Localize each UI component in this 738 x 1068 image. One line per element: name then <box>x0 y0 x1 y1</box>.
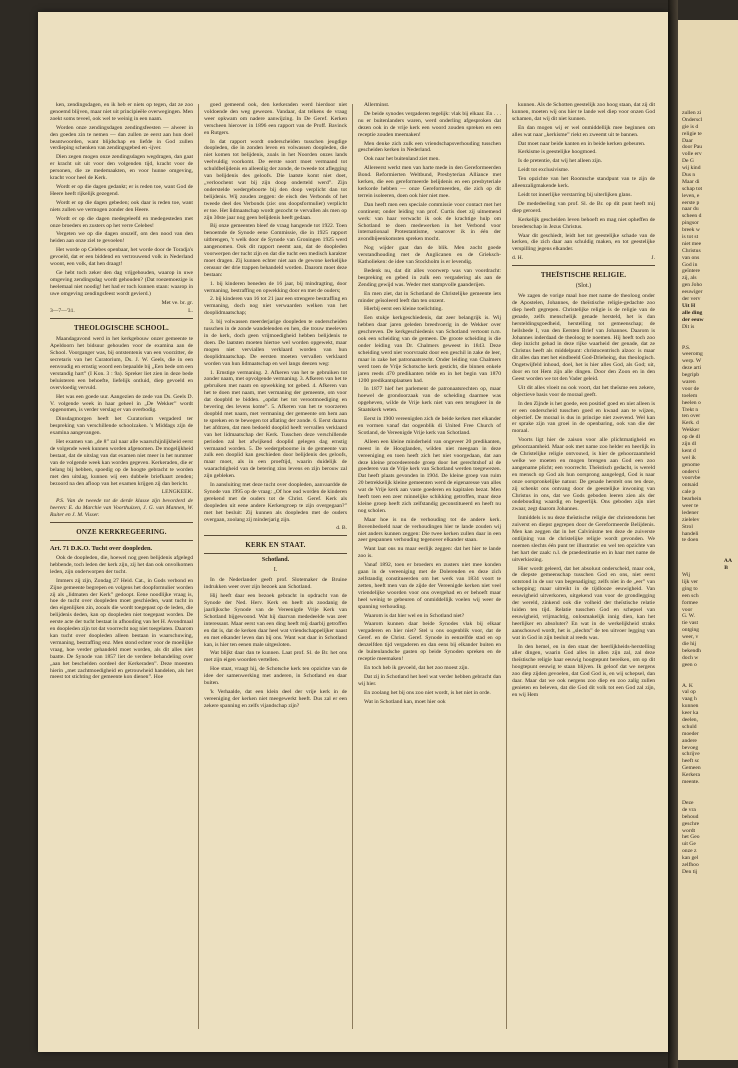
paragraph: Allereerst werkt men van harte mede in den Gereformeerden Bond. Reformierten Weltbund, Presbyterian Alliance met kerken, die een gereformeerde belijdenis en een presbyteriale kerkorde hebben — onze Gereformeerden, die zich op dit terrein isoleeren, doen ook hier niet mee. <box>358 165 501 199</box>
column-4 <box>512 102 655 1032</box>
paragraph: Het worde op Celebes openbaar, het worde door de Toradja's gevoeld, dat er een biddend en vertrouwend volk in Nederland woont, een volk, dat hen draagt! <box>50 247 193 268</box>
paragraph: 3. bij volwassen meerderjarige doopleden te onderscheiden tusschen in de zonde wandelenden en hen, die trouw meeleven in de kerk, doch geen vrijmoedigheid hebben belijdenis te doen. De laatsten moeten hiertoe wel worden opgewekt, maar mogen niet verviallen verklaard worden van hun dooplidmaatschap. De eersten moeten vervallen verklaard worden van hun lidmaatschap en wel langs deezen weg: <box>204 319 347 367</box>
text-fragment: weeromg <box>682 351 703 358</box>
text-fragment: voorvbe <box>682 475 701 482</box>
paragraph: Inmiddels is nu deze theïstische religie der christendoms het zuiverst en diepst gegrepen door de Gereformeerde Belijdenis. Men kan zeggen dat in het Calvinisme ten deze de zuiverste ontlijning van de christelijke religie wordt gevonden. We noemen slechts één punt ter illustratie: en wel ten opzichte van het hart der zaak: n.l. de praedestinatie en in haar met name de uitverkiezing. <box>512 515 655 563</box>
column-rule <box>506 104 507 1029</box>
text-fragment: der verv <box>682 296 701 303</box>
text-fragment: van ons <box>682 254 700 261</box>
adjacent-column-fragment <box>682 110 736 876</box>
text-fragment: te doen <box>682 537 699 544</box>
text-fragment: scheen d <box>682 213 702 220</box>
text-fragment: Dus n <box>682 172 696 179</box>
text-fragment: zijn dl <box>682 440 697 447</box>
text-fragment: moeder <box>682 730 699 737</box>
paragraph: 1. bij kinderen beneden de 16 jaar, bij mindragting, door vermaning, bestraffing en opwekking door en met de ouders; <box>204 280 347 294</box>
lead-signature <box>50 308 193 315</box>
text-fragment: is tot st <box>682 234 699 241</box>
text-fragment: Daar <box>682 137 693 144</box>
paragraph: ken, zendingsdagen, en ik heb er niets op tegen, dat ze zoo genoemd blijven, maar niet uit principieële overwegingen. Men zoekt soms teveel, ook wel te weinig in een naam. <box>50 102 193 122</box>
text-fragment: zullen zi <box>682 110 702 116</box>
divider <box>204 553 347 554</box>
text-fragment: schap tot <box>682 185 703 192</box>
text-fragment: kunnen <box>682 703 699 710</box>
article-subtitle: Art. 71 D.K.O. Tucht over doopleden. <box>50 545 153 553</box>
author-initial: L. <box>188 308 193 315</box>
column-rule <box>352 104 353 1029</box>
text-fragment: lijk ver <box>682 579 699 585</box>
paragraph: Eerst in 1900 vereenigden zich de beide kerken met elkander en vormen vanaf dat oogenblik di United Free Church of Scotland, de Vereenigde Vrije kerk van Schotland. <box>358 416 501 436</box>
column-3 <box>358 102 501 1032</box>
paragraph: Nog wijder gaat dan de blik. Men zocht goede verstandhouding met de Anglicanen en de Grieksch-Katholieken: de idee van Stockholm is er levendig. <box>358 245 501 266</box>
paragraph: Wat in Schotland kan, moet hier ook <box>364 698 446 705</box>
text-fragment: kent d <box>682 447 696 454</box>
divider <box>512 265 655 266</box>
text-fragment: zij, als <box>682 275 697 282</box>
text-fragment: voor de <box>682 385 699 392</box>
paragraph: Ook naar het buitenland ziet men. <box>364 156 440 163</box>
heading-theologische-school: THEOLOGISCHE SCHOOL. <box>73 324 170 333</box>
paragraph: Hierbij eerst een kleine toelichting. <box>364 306 443 313</box>
text-fragment: gie is d <box>682 123 699 130</box>
paragraph: Wordt er op die dagen gebeden; ook daar is reden toe, want niets zullen we vermogen zonder den Heere. <box>50 199 193 213</box>
text-fragment: andere <box>682 737 697 744</box>
text-fragment: die hij <box>682 641 697 648</box>
text-fragment: weer, v <box>682 634 699 641</box>
text-fragment: handeli <box>682 530 699 537</box>
paragraph: Maandagavond werd in het kerkgebouw onzer gemeente te Apeldoorn het bidsuur gehouden voor de examina aan de School. Voorganger was, bij ontstentenis van een voorzitter, de secretaris van het Curatorium, Ds. J. W. Geels, die in een eenvoudig en ernstig woord een bepaalde bij „Een bede om een verstandig hart” (I Kon. 3 : 9a). Spreker liet zien in deze bede beluisteren een behoefte, liefelijk ontluid, diep gevoeld en overvloedig vervuld. <box>50 336 193 391</box>
paragraph: Men denke zich zulk een vriendschapsverhouding tusschen gescheiden kerken in Nederland. <box>358 140 501 154</box>
paragraph: Want laat ons nu maar eerlijk zeggen: dat het hier te lande zoo is. <box>358 546 501 560</box>
paragraph: Hoe staat, vraagt hij, de Schotsche kerk ten opzichte van de idee der samenwerking met anderen, in Schotland en daar buiten. <box>204 666 347 687</box>
text-fragment: ontging <box>682 627 700 634</box>
signature: d. B. <box>336 525 347 532</box>
text-fragment: ledener <box>682 509 699 516</box>
text-fragment: schrijve <box>682 751 700 758</box>
paragraph: Dat moet naar beide kanten en in beide kerken gebeuren. <box>518 140 646 147</box>
text-fragment: toelem <box>682 392 698 399</box>
text-fragment: zielelev <box>682 516 700 523</box>
paragraph: De beide synodes vergaderen tegelijk: vlak bij elkaar. En . . . nu er buitenlanders waren, werd onderling afgesproken dat dezen ook in de vrije kerk een woord zouden spreken en een receptie zouden meemaken! <box>358 110 501 138</box>
paragraph: kunnen. Als de Schotten geestelijk zoo hoog staan, dat zij dit kunnen, moeten wij ons hier te lande wel diep voor onzen God schamen, dat wij dit niet kunnen. <box>512 102 655 122</box>
paragraph: Dan heeft men een speciale commissie voor contact met het continent; onder leiding van prof. Curtis doet zij uitnemend werk: van haar verwacht ik ook de krachtige hulp om Schotland te doen medewerken in het Verbond voor internationaal Protestantisme, waarover ik in één der avondbijeenkomsten spreken mocht. <box>358 201 501 243</box>
text-fragment: heelen o <box>682 399 701 406</box>
text-fragment: Wekker <box>682 427 700 434</box>
paragraph: In aansluiting met deze tucht over doopleden, aanvaardde de Synode van 1995 op de vraag: „Of hoe oud worden de kinderen gerekend met de ouders tot de Christ. Geref. Kerk als doopleden uit eene andere Kerkengroep te zijn overgegaan?” met het besluit: Zij kunnen als doopleden met de ouders overgaan, zoolang zij minderjarig zijn. <box>204 482 347 523</box>
text-fragment: God in <box>682 261 698 268</box>
paragraph: Worden onze zendingsdagen zendingsfeesten — alweer in den goeden zin te nemen — dan zullen ze eerst aan hun doel beantwoorden, want blijdschap en liefde in God zullen verdieping schenken van zendingsgebed en -ijver. <box>50 124 193 152</box>
text-fragment: doch w <box>682 654 699 661</box>
paragraph: Leidt tot innerlijke verstarring bij uiterlijken glans. <box>518 191 632 198</box>
paragraph: Wordt er op die dagen medegeleefd en medegesteden met onze broeders en zusters op het verre Celebes! <box>50 215 193 229</box>
text-fragment: onze z <box>682 848 697 855</box>
paragraph: Vergeten we op die dagen onszelf, om den nood van den heiden aan onze ziel te gevoelen! <box>50 231 193 245</box>
text-fragment: geen o <box>682 661 697 668</box>
text-fragment: breek w <box>682 227 700 234</box>
paragraph: goed gemeend ook, den kerkeraden werd hierdoor niet voldoende den weg gewezen. Vandaar, dat telkens de vraag weer opkwam om nadere aanwijzing. In De Geref. Kerken verscheen hierover in 1896 een rapport van de Proff. Bavinck en Rutgers. <box>204 102 347 136</box>
paragraph: In de Nederlander geeft prof. Slotemaker de Bruine indrukken weer over zijn bezoek aan Schotland. <box>204 577 347 591</box>
text-fragment: niet mee <box>682 240 702 247</box>
text-fragment: alle ding <box>682 309 703 316</box>
greeting: Met ve. br. gr. <box>161 299 193 306</box>
text-fragment: door Pau <box>682 144 703 151</box>
text-fragment: uit Ge <box>682 841 696 848</box>
text-fragment: gen Joho <box>682 282 703 289</box>
column-2 <box>204 102 347 1032</box>
paragraph: Kerkisme is geestelijke hoogmoed. <box>518 149 597 156</box>
signature <box>512 255 655 262</box>
text-fragment: religie te <box>682 130 702 137</box>
text-fragment: Kerkera <box>682 772 701 779</box>
paragraph: Bedenk nu, dat dit alles voorwerp was van voordracht: bespreking en gebed in zulk een vergadering als aan de Zending gewijd was. Weder met stampvolle gaanderijen. <box>358 267 501 288</box>
paragraph: Het was een goede uur. Aangezien de zede van Ds. Geels D. V. volgende week in haar geheel in „De Wekker” wordt opgenomen, is verder verslag er van overbodig. <box>50 393 193 414</box>
text-fragment: de vra <box>682 806 696 813</box>
postscript: P.S. Van de tweede tot de derde klasse zijn bevorderd de heeren: E. du Marchie van Voorthuizen, J. G. van Mannen, W. Ruiter en J. M. Visser. <box>50 498 193 519</box>
text-fragment: kan gel <box>682 855 699 862</box>
text-fragment: op de dl <box>682 434 701 441</box>
paragraph: Allerminst. <box>364 102 390 108</box>
paragraph: Uit dit alles vloeit nu ook voort, dat het theïsme een zekere, objectieve basis voor de moraal geeft. <box>512 384 655 398</box>
paragraph: Wat blijkt daar dan te kunnen. Laat prof. Sl. de Br. het ons met zijn eigen woorden vertellen. <box>204 650 347 664</box>
paragraph: In 1877 hief het parlement de patronaatsrechten op, maar hoewel de grondoorzaak van de scheiding daarmee was opgeheven, wilde de Vrije kerk niet van een terugkeer in de Staatskerk weten. <box>358 386 501 414</box>
paragraph: In dat rapport wordt onderscheiden tusschen jeugdige doopleden, die in zonden leven en volwassen doopleden, die niet komen tot belijdenis, zoals in het Noorden onzes lands veelvuldig voorkomt. De eerste soort moet vermaand tot schuldbelijdenis en alleenlig der zonde, de tweede tot aflegging van belijdenis des geloofs. Die laatste komt niet doet, „verloochent wat bij zijn doop onderteld werd”. Zijn onderstelde wedergeboorte bij den doop verplicht dan tot belijdenis. Wij zouden zeggen: de eisch des Verbonds of het tweede deel des Verbonds (zie: ons doopsformulier) verplicht er toe. Het lidmaatschap wordt gezocht te vervallen als men op zijn 30ste jaar nog geen belijdenis heeft gedaan. <box>204 138 347 221</box>
text-fragment: ontsaid <box>682 482 699 489</box>
paragraph: Dinsdagmorgen heeft het Curatorium vergaderd ter bespreking van verschillende schoolzaken. 's Middags zijn de examina aangevangen. <box>50 416 193 437</box>
text-fragment: bevoeg <box>682 744 699 751</box>
text-fragment: Uit H <box>682 302 696 309</box>
paragraph: Voorts ligt hier de zaison voor alle plichtmatigheid en gehoorzaamheid. Maar ook met name zoo helder en heerlijk in de Christelijke religie ontvouwd, is hier de gehoorzaamheid welke we moeten en mogen brengen aan God een zoo aangename plicht; een voorrecht. Theïstisch gedacht, is wereld en mensch op God als hun oorsprong aangelegd, God is naar onze oorspronkelijke natuur. De genade herstelt ons ten deze, zij schenkt ons ontvang door de geestelijke inwoning van Christus in ons, dat we Gods geboden leeren zien als der ondebouding waardig en begeerlijk. Ons geboden zijn niet zwaar, zegt daarom Johannes. <box>512 437 655 513</box>
text-fragment: begripb <box>682 372 700 379</box>
text-fragment: Christus <box>682 247 701 254</box>
paragraph: Is de pretentie, dat wij het alleen zijn. <box>518 158 603 165</box>
paragraph: Dat zij in Schotland het heel wat verder hebben gebracht dan wij hier. <box>358 673 501 687</box>
text-fragment: Dit is <box>682 323 695 330</box>
paragraph: Dien zegen mogen onze zendingsdagen wegdragen, dan gaat er kracht uit uit voor den volgenden tijd, kracht voor de personen, die ze medemaakten, en voor hunne omgeving, kracht voor heel de Kerk. <box>50 154 193 182</box>
paragraph: En toch heb ik gevoeld, dat het zoo moest zijn. <box>364 664 469 671</box>
text-fragment: P.S. <box>682 344 691 351</box>
heading-onze-kerkregeering: ONZE KERKREGEERING. <box>76 528 167 537</box>
paragraph: Immers zij zijn, Zondag 27 Heid. Cat., in Gods verbond en Zijne gemeente begrepen en volgens het doopformulier worden zij als „lidmaten der Kerk” gedoopt. Eene noodlijke vraag is, hoe de tucht over doopleden moet geschieden, want tucht in den eigenlijken zin, zooals die wordt toegepast op de leden, die belijdenis deden, kan op doopleden niet toegepast worden. De eerste acte der tucht bestaat in afhouding van het H. Avondmaal en doopleden zijn tot dat voorrecht nog niet toegelaten. Daarom kan tucht over doopleden alleen bestaan in waarschuwing, vermaning, bestraffing enz. Men stond echter voor de moeilijke vraag, hoe verder gehandeld moet worden, als dit alles niet baatte. De Synode van 1857 liet de verdere behandeling over „aan het beschelden oordeel der Kerkeraden”. Deze moesten hierin „met zachtmoedigheid en getrouwheid handelen, als het meest tot stichting der gemeente kon dienen”. Hoe <box>50 577 193 681</box>
paragraph: Ten opzichte van het Roomsche standpunt van te zijn de alleenzaligmakende kerk. <box>512 176 655 190</box>
paragraph: Waarom is dat hier wel en in Schotland niet? <box>364 612 465 619</box>
paragraph: En dan mogen wij er wel onmiddellijk mee beginnen om alles wat naar „kerkisme” riekt en zweemt uit te bannen. <box>512 124 655 138</box>
text-fragment: Den tij <box>682 868 698 875</box>
paragraph: Wordt er op die dagen gedankt; er is reden toe, want God de Heere heeft rijkelijk gezegend. <box>50 183 193 197</box>
text-fragment: het Geo <box>682 834 700 841</box>
paragraph: Hij heeft daar een bezoek gebracht in opdracht van de Synode der Ned. Herv. Kerk en heeft als zoodanig de jaarlijksche Synode van de Vereenigde Vrije Kerk van Schotland bijgewoond. Wat hij daarvan mededeelde was zeer interessant. Maar eerst van een ding heeft mij daarbij getroffen en dat is, dat de kerken daar heel wat vriendschappelijker naast en met elkander leven dan bij ons. Want wat daar in Schotland kan, is hier ten eenen male uitgesloten. <box>204 593 347 648</box>
text-fragment: Kerk. d <box>682 420 699 427</box>
text-fragment: voor <box>682 606 693 613</box>
text-fragment: der eeuw <box>682 316 704 323</box>
text-fragment: Maar di <box>682 178 700 185</box>
paragraph: Bij onze gemeenten bleef de vraag hangende tot 1922. Toen benoemde de Synode eene Commissie, die in 1925 rapport uitbrengen, 't welk door de Synode van Groningen 1925 werd aangenomen. Ook dit rapport neemt aan, dat de doopleden voorwerpen der tucht zijn en dat die tucht een medisch karakter moet dragen. Zij kunnen echter niet aan de gewone kerkelijke censuur der drie trappen behandeld worden. Daarom moet deze bestaan: <box>204 223 347 278</box>
paragraph: Waar dit geschiedt, leidt het tot geestelijke schade van de kerken, die zich daar aan schuldig maken, en tot geestelijke verspilling jegens elkander. <box>512 232 655 253</box>
heading-kerk-en-staat: KERK EN STAAT. <box>245 541 306 550</box>
divider <box>204 535 347 536</box>
paragraph: 1. Ernstige vermaning. 2. Afkeren van het te gebruiken tot zonder naam, met opvolgende vermaning. 3. Afkeren van het te gebruiken met naam en opwekking tot gebed. 4. Afkeren van het te doen met naam, met vermaning der gemeente, om voor dat doopbld te bidden. „opdat het tot verootmoediging en bevering des levens kome”. 5. Afkeren van het te voorzeren doopbld met naam, met vermaning der gemeente om hem aan te spreken en te bewegen tot aflating der zonde. 6. Eerst daarna het afdrzen, dat men bedoeld dooplid heeft vervallen verklaard van het lidmaatschap der Kerk. Tusschen deze verschillende perioden zal het afwijkend dooplid gelegen dag ernstig vermaand worden. 5. De wedergeboorne in de gemeente van zulk een dooplid kan geschieden door belijdenis des geloofs, maar moet, als in een proeftijd, waarin duidelijk de waarachtigheid van de betering zins levens en zijn berouw zal zijn gebleken. <box>204 369 347 480</box>
text-fragment: pingsor <box>682 220 699 227</box>
text-fragment: vaag h <box>682 696 697 703</box>
text-fragment: keer ka <box>682 710 699 717</box>
paragraph: En men ziet, dat in Schotland de Christelijke gemeente iets minder geïsoleerd leeft dan ten onzent. <box>358 290 501 304</box>
text-fragment: naar du <box>682 206 699 213</box>
text-fragment: een sch <box>682 592 699 599</box>
text-fragment: geïntere <box>682 268 701 275</box>
lead-article <box>50 102 193 315</box>
section-number: I. <box>273 567 278 574</box>
text-fragment: B <box>724 565 728 572</box>
text-fragment: ondervi <box>682 468 700 475</box>
text-fragment: val op <box>682 689 696 696</box>
text-fragment: De G <box>682 158 694 165</box>
divider <box>50 318 193 319</box>
text-fragment: Gemeen <box>682 765 701 772</box>
text-fragment: eeuwiger <box>682 289 703 296</box>
text-fragment: Wij <box>682 572 691 579</box>
text-fragment: eerste p <box>682 199 700 206</box>
paragraph: We zagen de vorige maal hoe met name de theoloog onder de Apostelen, Johannes, de theïstische religie-gedachte zoo diep heeft gegrepen. Christelijke religie is de religie van de genade, zelfs menschelijk genade hersteld, het is dan hersteldingsgoedheid, herstelling tot gemeenschap; de heilsbede I, van den Eersten Brief van Johannes. Daarom is Johannes inderdaad de theoloog te noemen. Hij heeft toch zoo diep inzicht gehad in deze rijke waarheid der genade, dat ze Christus heeft als middelpunt: christocentrisch alzoo: is maar dit alles dan met het eindbeeld God-Drieheing, dus theologisch. Ongetwijfeld inhoud, doel, het is hier alles God, als God; uit, door en tot Hem zijn alle dingen. Door den Zoon en in den Geest worden we tot den Vader geleid. <box>512 293 655 382</box>
text-fragment: ten over <box>682 413 701 420</box>
text-fragment: leven, e <box>682 192 700 199</box>
text-fragment: Strol <box>682 523 693 530</box>
heading-theistische-religie: THEÏSTISCHE RELIGIE. <box>540 271 627 280</box>
text-fragment: Onderscl <box>682 116 703 123</box>
text-fragment: tie vast <box>682 620 699 627</box>
paragraph: Vanaf 1892, toen er broeders en zusters niet mee konden gaan in de vereeniging met de Dolerenden en deze zich zelfstandig constitueerden om het werk van 1834 voort te zetten, heeft men van de zijde der Vereenigde kerken niet veel vriendelijke woorden voor ons overgehad en er behoeft maar heel weinig te gebeuren of onmiddellijk voelen wij weer de spanning verhouding. <box>358 562 501 610</box>
paragraph: Alleen een kleine minderheid van ongeveer 20 predikanten, meest in de Hooglanden, wilden niet meegaan in deze vereeniging en toen heeft zich het niet voorgedaan, dat aan deze kleine procedeerende groep door het gerechtshof al de goederen van de Vrije kerk van Schotland werden toegewezen. Dat heeft plaats gevonden in 1904. De kleine groep van ruim 20 betrekkelijk kleine gemeenten werd de eigenaresse van alles wat de Vrije kerk aan vaste goederen en kapitalen bezat. Men heeft toen een zeer minnelijke schikking getroffen, maar deze kleine groep heeft zich zelfstandig geconstitueerd en heeft nu nog scholen. <box>358 438 501 514</box>
text-fragment: wij kind <box>682 165 701 172</box>
paragraph: Ge hebt toch zeker den dag vrijgehouden, waarop in uwe omgeving zendingsdag wordt gehouden? (Dat roezemoezige is heelemaal niet noodig! het had er toch kunnen staan: waarop in uwe omgeving zendingsfeest wordt gevierd.) <box>50 269 193 297</box>
subheading-slot: (Slot.) <box>575 283 592 290</box>
date: 3—7—'31. <box>50 308 75 315</box>
divider <box>50 522 193 523</box>
text-fragment: deelen, <box>682 717 698 724</box>
text-fragment: A. K <box>682 682 693 689</box>
newspaper-page <box>38 12 668 1052</box>
paragraph: Een stukje kerkgeschiedenis, dat zeer belangrijk is. Wij hebben daar jaren geleden breedvoerig in de Wekker over geschreven. De kerkgeschiedenis van Schotland vertoont n.m. ook een scheiding van de gemeen. De groote scheiding is die onder leiding van Dr. Chalmers geweest in 1843. Deze scheiding werd niet voorvraakt door een geschil in zake de leer, maar in zake het patronaatsrecht. Onder leiding van Chalmers werd toen de Vrije Schotsche kerk gesticht, die binnen enkele jaren reeds 470 predikanten telde en in het begin van 1870 1200 predikantsplaatsen had. <box>358 315 501 384</box>
text-fragment: zelfhoo <box>682 861 699 868</box>
text-fragment: schuld <box>682 723 697 730</box>
author-initial: J. <box>651 255 655 262</box>
text-fragment: wordt <box>682 827 696 834</box>
text-fragment: weer te <box>682 502 699 509</box>
text-fragment: deze arti <box>682 365 702 372</box>
paragraph: Kerkelijk gescheiden leven behoeft en mag niet opheffen de broederschap in Jezus Christus. <box>512 216 655 230</box>
paragraph: Leidt tot exclusivisme. <box>518 167 570 174</box>
paragraph: 2. bij kinderen van 16 tot 21 jaar een strengere bestraffing en vermaning, doch nog niet verwaarden welken van het dooplidmaatschap; <box>204 296 347 317</box>
paragraph: In den hemel, en in den staat der heerlijkheids-herstelling aller dingen, waarin God alles in allen zijn zal, zal deze theïstische religie haar eeuwig hoogtepunt bereiken, om op dit hoogtepunt eeuwig te staan blijven. Ik geloof dat we nergens zoo diep zijden gevoelen, dat God God is, en wij schepsel, dan daar. Maar dat we ook nergens zoo diep en zoo zalig zullen genieten en beleven, dat die God dit volk tot een God zal zijn, en wij Hem <box>512 643 655 698</box>
text-fragment: G. W. <box>682 613 695 620</box>
adjacent-page-fragment <box>678 20 738 1060</box>
paragraph: 'k Verhaalde, dat een klein deel der vrije kerk in de vereeniging der kerken niet meegewerkt heeft. Dus zal er een zekere spanning en zelfs vijandschap zijn? <box>204 688 347 709</box>
text-fragment: AA <box>723 558 732 565</box>
text-fragment: bearhein <box>682 496 702 503</box>
paragraph: De mededeeling van prof. Sl. de Br. op dit punt heeft mij diep geroerd. <box>512 200 655 214</box>
subheading-schotland: Schotland. <box>261 557 290 564</box>
text-fragment: ging to <box>682 585 698 592</box>
text-fragment: cale p <box>682 489 696 496</box>
text-fragment: wel ik <box>682 454 696 461</box>
author-initials: d. H. <box>512 255 524 262</box>
text-fragment: werp. W <box>682 358 702 365</box>
text-fragment: waren <box>682 378 696 385</box>
paragraph: Maar hoe is nu de verhouding tot de andere kerk. Bovenbedoeld naar de verhoudingen hier te lande zouden wij niet anders kunnen zeggen: Die twee kerken zullen daar in een zeer gespannen verhouding tegenover elkander staan. <box>358 516 501 544</box>
paragraph: Hier wordt geleerd, dat het absoluut onderscheid, maar ook, de diepste gemeenschap tusschen God en ons, niet eerst ontstond in de uur van begenadiging; zelfs niet in de „eer” van schepping; maar uitreikt in de tijdlooze eeuwigheid. Van eeuwigheid uitverkoren, uitgekend van voor de grondlegging der wereld, zinkend ook die volheid der theïstische relatie luiden ten tijd. Relatie tusschen God en schepsel van eeuwigheid, vrijmachtig, onlosmakelijk innig dien, kan het heerlijker en absoluter? En wat in de werkelijkheid straks aanschouwd wordt, het is „slechts” de ten uitvoer legging van wat in God in zijn besluit al reeds was. <box>512 565 655 641</box>
text-fragment: volle erv <box>682 151 702 158</box>
text-fragment: formee <box>682 599 698 606</box>
paragraph: En zoolang het bij ons zoo niet wordt, is het niet in orde. <box>364 689 491 696</box>
text-fragment: geschre <box>682 820 700 827</box>
text-fragment: Deze <box>682 799 694 806</box>
text-fragment: meente. <box>682 779 700 786</box>
text-fragment: Trekt n <box>682 406 699 413</box>
text-fragment: bekendh <box>682 647 701 654</box>
text-fragment: behoud <box>682 813 699 820</box>
divider <box>50 540 193 541</box>
text-fragment: genome <box>682 461 700 468</box>
text-fragment: heeft sc <box>682 758 700 765</box>
paragraph: In den Zijnde is het goede, een positief goed en niet alleen is er een onderscheid tusschen goed en kwaad aan te wijzen, objectief. De moraal is dus in principe niet zwevend. Wel kan er sprake zijn van groei in de openbaring, ook van die der moraal. <box>512 400 655 435</box>
paragraph: Ook de doopleden, die, hoewel nog geen belijdenis afgelegd hebbende, toch leden der kerk zijn, zij het dan ook onvolkomen leden, zijn onderworpen der tucht. <box>50 555 193 575</box>
signature: LENGKEEK. <box>161 489 193 496</box>
paragraph: Waarom kunnen daar beide Synodes vlak bij elkaar vergaderen en hier niet? Stel u ons oogenblik voor, dat de Geref. en de Christ. Geref. Synode in eenzelfde stad en op denzelfden tijd vergaderen en dan eens bij elkander buiten en de buitenlandsche gasten op beide Synoden spreken en de receptie meemaken! <box>358 621 501 662</box>
paragraph: Het examen van „de 8” zal naar alle waarschijnlijkheid eerst de volgende week kunnen worden afgenomen. De mogelijkheid bestaat, dat de uitslag van dat examen niet meer in het nummer van de volgende week kan worden gegeven. Kerkeraden, die er belang bij hebben, spoedig op de hoogte gebracht te worden met den uitslag, kunnen wij een dubbele briefkaart zenden; bezoord na den afloop van het examen krijgen zij dan bericht. <box>50 439 193 487</box>
book-gutter <box>668 0 678 1068</box>
column-rule <box>198 104 199 1029</box>
column-1 <box>50 102 193 1032</box>
